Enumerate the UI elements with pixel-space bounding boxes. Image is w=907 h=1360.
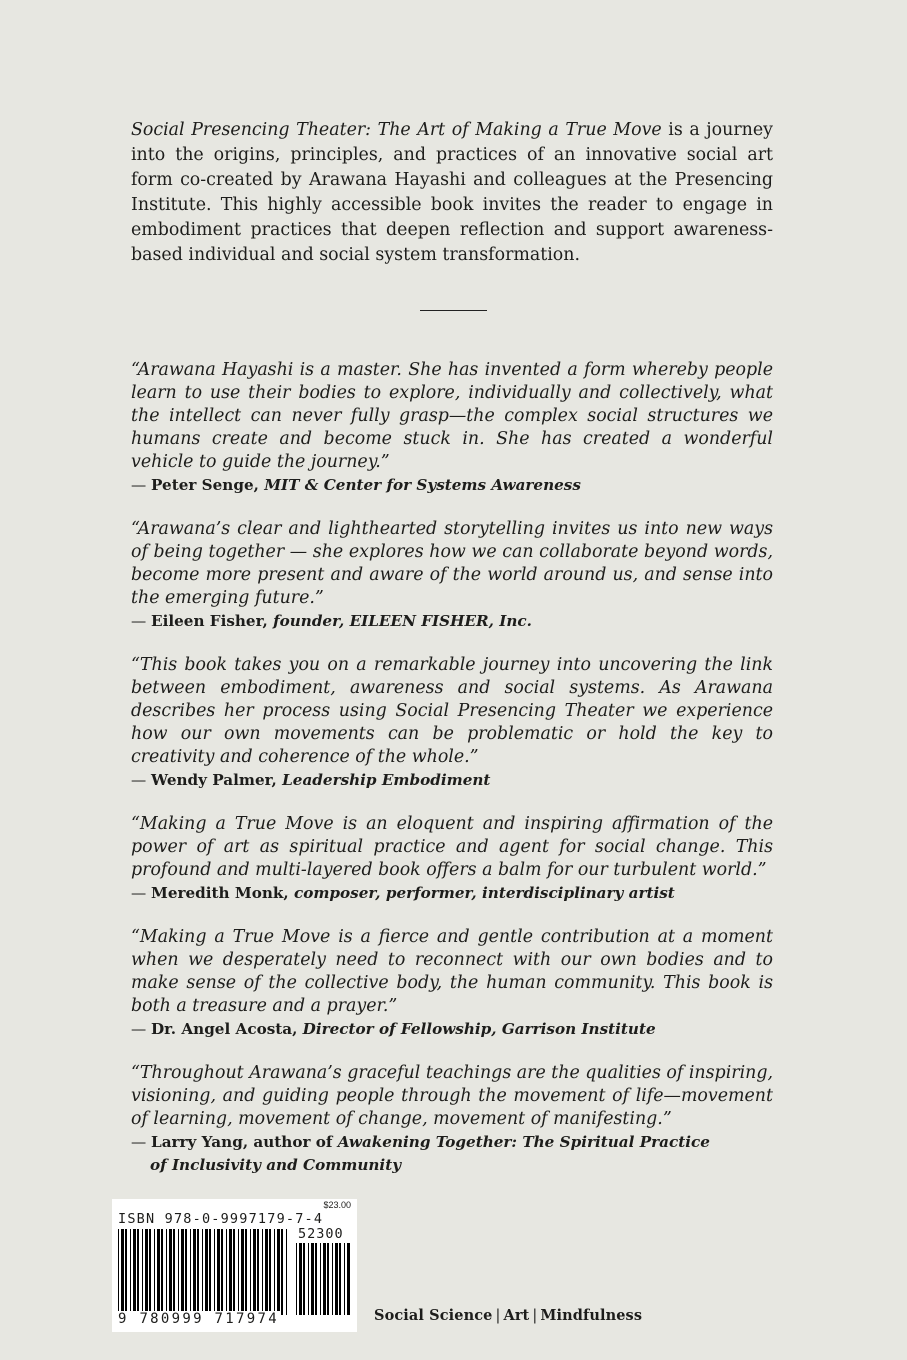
barcode-bar: [178, 1229, 179, 1315]
barcode-bar: [344, 1243, 345, 1315]
barcode-bar: [214, 1229, 215, 1315]
endorsement-attribution: — Larry Yang, author of Awakening Together: The Spiritual Practice of Inclusivity and Community: [131, 1131, 773, 1177]
book-description: [131, 118, 773, 268]
barcode-bar: [250, 1229, 251, 1315]
barcode-bar: [347, 1243, 350, 1315]
barcode-bar: [339, 1243, 341, 1315]
barcode-bar: [335, 1243, 338, 1315]
barcode-bar: [181, 1229, 184, 1315]
barcode-bar: [190, 1229, 191, 1315]
category-separator: |: [532, 1308, 538, 1324]
endorser-name: Eileen Fisher,: [151, 612, 268, 630]
subject-categories: [374, 1307, 642, 1324]
barcode-bar: [185, 1229, 187, 1315]
barcode-bar: [229, 1229, 232, 1315]
barcode-bar: [205, 1229, 208, 1315]
barcode-bar: [161, 1229, 163, 1315]
endorser-book: Awakening Together: The Spiritual Practice: [337, 1133, 710, 1151]
barcode-bar: [173, 1229, 175, 1315]
endorsement: [131, 813, 773, 905]
barcode-bar: [125, 1229, 127, 1315]
endorser-affiliation: composer, performer, interdisciplinary artist: [288, 884, 675, 902]
endorsement-attribution: — Meredith Monk, composer, performer, interdisciplinary artist: [131, 884, 675, 902]
endorser-affiliation: Director of Fellowship, Garrison Institute: [297, 1020, 656, 1038]
barcode-bar: [311, 1243, 314, 1315]
category-social-science: Social Science: [374, 1307, 493, 1324]
endorser-name: Meredith Monk,: [151, 884, 289, 902]
barcode-bar: [315, 1243, 317, 1315]
barcode-bar: [221, 1229, 223, 1315]
barcode-bar: [323, 1243, 326, 1315]
barcode-bar: [154, 1229, 155, 1315]
endorsements: [131, 359, 773, 1198]
ean-number: 9 780999 717974: [118, 1311, 279, 1327]
barcode-bar: [269, 1229, 271, 1315]
barcode-bar: [233, 1229, 235, 1315]
endorsement-quote: “Arawana Hayashi is a master. She has invented a form whereby people learn to use their bodies to explore, individually and collectively, what the intellect can never fully grasp—the complex social structures we humans create and become stuck in. She has created a wonderful vehicle to guide the journey.”: [131, 360, 773, 472]
endorsement-quote: “Making a True Move is a fierce and gentle contribution at a moment when we desperately need to reconnect with our own bodies and to make sense of the collective body, the human community. This book is both a treasure and a prayer.”: [131, 927, 773, 1016]
barcode-bar: [193, 1229, 196, 1315]
barcode-bar: [327, 1243, 329, 1315]
barcode-bar: [166, 1229, 167, 1315]
barcode-bar: [149, 1229, 151, 1315]
endorser-affiliation: founder, EILEEN FISHER, Inc.: [267, 612, 532, 630]
endorser-name: Wendy Palmer,: [151, 771, 277, 789]
barcode-bar: [226, 1229, 227, 1315]
endorser-affiliation: Leadership Embodiment: [276, 771, 491, 789]
barcode-bar: [286, 1229, 287, 1315]
endorsement: [131, 926, 773, 1041]
barcode-bar: [157, 1229, 160, 1315]
barcode-bar: [296, 1243, 297, 1315]
barcode-bar: [277, 1229, 280, 1315]
endorsement-attribution: — Dr. Angel Acosta, Director of Fellowship, Garrison Institute: [131, 1020, 656, 1038]
barcode-bar: [332, 1243, 333, 1315]
barcode-bar: [308, 1243, 309, 1315]
barcode-bar: [238, 1229, 239, 1315]
category-art: Art: [503, 1307, 530, 1324]
section-divider: [420, 310, 487, 311]
price-addon-number: 52300: [298, 1226, 344, 1242]
category-mindfulness: Mindfulness: [540, 1307, 643, 1324]
endorsement: [131, 518, 773, 633]
barcode-bar: [245, 1229, 247, 1315]
description-text: is a journey into the origins, principles, and practices of an innovative social art form co-created by Arawana Hayashi and colleagues at the Presencing Institute. This highly accessible book invites the reader to engage in embodiment practices that deepen reflection and support awareness-based individual and social system transformation.: [131, 120, 773, 265]
barcode-bar: [145, 1229, 148, 1315]
barcode-bar: [257, 1229, 259, 1315]
isbn-barcode: [112, 1199, 357, 1332]
barcode-bar: [303, 1243, 305, 1315]
endorsement-attribution: — Peter Senge, MIT & Center for Systems Awareness: [131, 476, 581, 494]
barcode-bar: [202, 1229, 203, 1315]
barcode-bar: [130, 1229, 131, 1315]
endorsement: [131, 654, 773, 792]
endorsement: [131, 1062, 773, 1177]
endorsement-quote: “Arawana’s clear and lighthearted storytelling invites us into new ways of being together — she explores how we can collaborate beyond words, become more present and aware of the world around us, and sense into the emerging future.”: [131, 519, 773, 608]
barcode-bar: [133, 1229, 136, 1315]
category-separator: |: [495, 1308, 501, 1324]
barcode-bar: [137, 1229, 139, 1315]
barcode-bar: [169, 1229, 172, 1315]
endorsement-quote: “Making a True Move is an eloquent and inspiring affirmation of the power of art as spiritual practice and agent for social change. This profound and multi-layered book offers a balm for our turbulent world.”: [131, 814, 773, 880]
barcode-bar: [299, 1243, 302, 1315]
endorsement-attribution: — Wendy Palmer, Leadership Embodiment: [131, 771, 491, 789]
barcode-bar: [209, 1229, 211, 1315]
endorsement: [131, 359, 773, 497]
isbn-text: ISBN 978-0-9997179-7-4: [118, 1211, 324, 1227]
endorser-name: Larry Yang, author of: [151, 1133, 338, 1151]
barcode-bar: [121, 1229, 124, 1315]
barcode-bar: [265, 1229, 268, 1315]
endorsement-quote: “This book takes you on a remarkable journey into uncovering the link between embodiment, awareness and social systems. As Arawana describes her process using Social Presencing Theater we experience how our own movements can be problematic or hold the key to creativity and coherence of the whole.”: [131, 655, 773, 767]
addon-barcode-bars: [296, 1243, 352, 1315]
endorser-affiliation: MIT & Center for Systems Awareness: [258, 476, 581, 494]
barcode-bar: [118, 1229, 119, 1315]
barcode-bar: [253, 1229, 256, 1315]
barcode-bar: [274, 1229, 275, 1315]
endorsement-attribution: — Eileen Fisher, founder, EILEEN FISHER, Inc.: [131, 612, 532, 630]
book-title: Social Presencing Theater: The Art of Making a True Move: [131, 120, 662, 140]
barcode-bar: [217, 1229, 220, 1315]
ean-barcode-bars: [118, 1229, 290, 1315]
barcode-bar: [241, 1229, 244, 1315]
price-label: $23.00: [323, 1200, 351, 1210]
barcode-bar: [320, 1243, 321, 1315]
endorser-name: Peter Senge,: [151, 476, 259, 494]
endorser-book-line2: of Inclusivity and Community: [150, 1156, 402, 1174]
barcode-bar: [142, 1229, 143, 1315]
barcode-bar: [262, 1229, 263, 1315]
barcode-bar: [197, 1229, 199, 1315]
barcode-bar: [281, 1229, 283, 1315]
endorsement-quote: “Throughout Arawana’s graceful teachings are the qualities of inspiring, visioning, and guiding people through the movement of life—movement of learning, movement of change, movement of manifesting.”: [131, 1063, 773, 1129]
endorser-name: Dr. Angel Acosta,: [151, 1020, 298, 1038]
